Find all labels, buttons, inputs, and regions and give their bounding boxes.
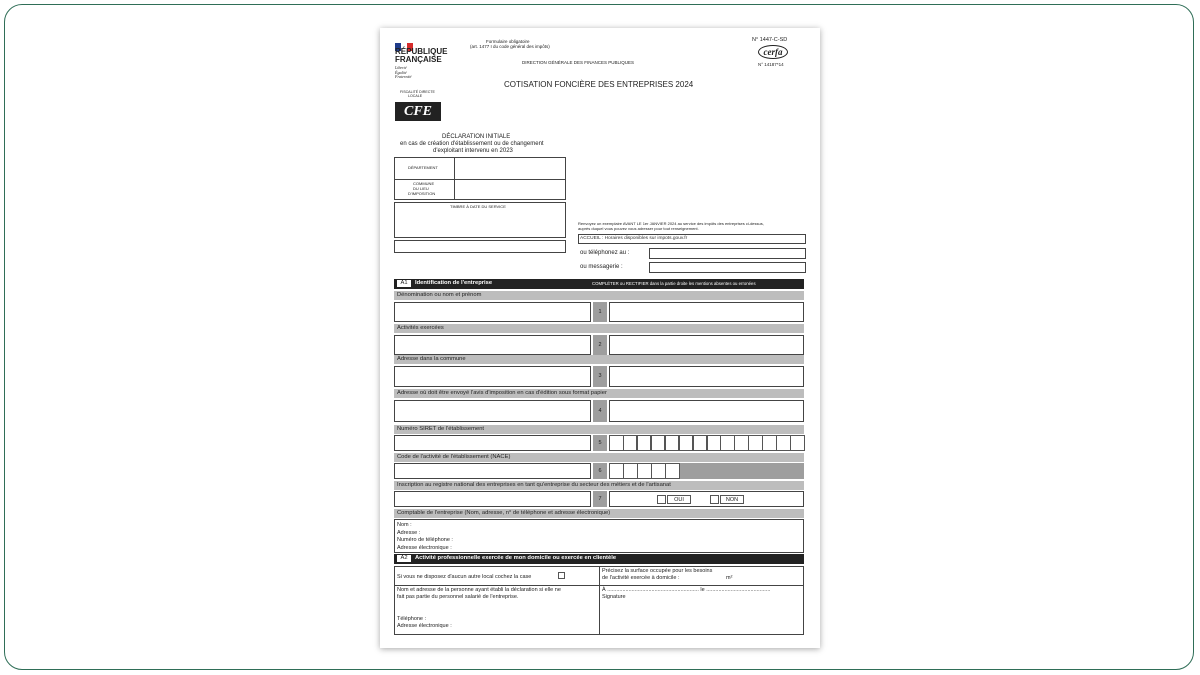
nace-cell-4[interactable]	[651, 463, 666, 479]
form-title: COTISATION FONCIÈRE DES ENTREPRISES 2024	[504, 80, 694, 89]
departement-label: DÉPARTEMENT	[408, 165, 438, 170]
messagerie-input[interactable]	[649, 262, 806, 273]
field-4-num: 4	[593, 400, 607, 422]
comptable-box[interactable]	[394, 519, 804, 553]
service-box[interactable]	[394, 240, 566, 253]
a2-surface-line1: Précisez la surface occupée pour les besoins	[602, 568, 713, 574]
siret-cell-1[interactable]	[609, 435, 624, 451]
siret-cell-8[interactable]	[707, 435, 722, 451]
field-5-num: 5	[593, 435, 607, 451]
non-checkbox[interactable]	[710, 495, 719, 504]
oui-checkbox[interactable]	[657, 495, 666, 504]
field-1-num: 1	[593, 302, 607, 322]
siret-cell-4[interactable]	[651, 435, 666, 451]
siret-cell-13[interactable]	[776, 435, 791, 451]
a2-personne-line2: fait pas partie du personnel salarié de l'entreprise.	[397, 593, 519, 600]
cerfa-logo: cerfa	[758, 45, 788, 59]
a2-surface-input[interactable]	[696, 574, 724, 581]
cfe-form-page	[380, 28, 820, 648]
nace-cell-3[interactable]	[637, 463, 652, 479]
field-2-label: Activités exercées	[394, 324, 804, 333]
a2-telephone: Téléphone :	[397, 616, 427, 622]
siret-cell-7[interactable]	[693, 435, 708, 451]
cfe-badge: CFE	[395, 102, 441, 121]
comptable-telephone: Numéro de téléphone :	[397, 537, 453, 543]
commune-line3: D'IMPOSITION	[408, 191, 436, 196]
cerfa-number: N° 14187*14	[758, 62, 784, 67]
siret-cell-11[interactable]	[748, 435, 763, 451]
republique-label: RÉPUBLIQUE	[395, 47, 448, 56]
comptable-nom: Nom :	[397, 522, 412, 528]
formulaire-line1: Formulaire obligatoire	[486, 39, 530, 44]
siret-cell-3[interactable]	[637, 435, 652, 451]
a1-code: A1	[397, 280, 411, 287]
siret-cell-12[interactable]	[762, 435, 777, 451]
formulaire-line2: (art. 1477 I du code général des impôts)	[470, 44, 550, 49]
siret-cell-2[interactable]	[623, 435, 638, 451]
declaration-line2: en cas de création d'établissement ou de changement	[400, 141, 544, 147]
a1-title: Identification de l'entreprise	[415, 280, 493, 286]
telephone-input[interactable]	[649, 248, 806, 259]
comptable-label: Comptable de l'entreprise (Nom, adresse, n° de téléphone et adresse électronique)	[394, 509, 804, 518]
commune-input[interactable]	[456, 181, 564, 199]
field-5-current	[394, 435, 591, 451]
siret-cell-6[interactable]	[679, 435, 694, 451]
a1-note: COMPLÉTER ou RECTIFIER dans la partie droite les mentions absentes ou erronées	[592, 281, 756, 286]
field-3-input[interactable]	[609, 366, 804, 387]
commune-line2: DU LIEU	[413, 186, 429, 191]
form-number: N° 1447-C-SD	[752, 37, 788, 43]
siret-cell-5[interactable]	[665, 435, 680, 451]
comptable-adresse: Adresse :	[397, 529, 421, 536]
a2-local-checkbox[interactable]	[558, 572, 565, 579]
a2-signature: Signature	[602, 594, 626, 600]
field-6-current	[394, 463, 591, 479]
declaration-line3: d'exploitant intervenu en 2023	[433, 148, 513, 154]
direction-label: DIRECTION GÉNÉRALE DES FINANCES PUBLIQUES	[522, 60, 635, 65]
a2-surface-line2: de l'activité exercée à domicile :	[602, 574, 680, 581]
siret-cell-14[interactable]	[790, 435, 805, 451]
telephone-label: ou téléphonez au :	[580, 250, 630, 256]
timbre-label: TIMBRE À DATE DU SERVICE	[450, 204, 506, 209]
renvoyez-line1: Renvoyez un exemplaire AVANT LE 1er JANVIER 2024 au service des impôts des entreprises ci-dessus,	[578, 221, 764, 226]
a2-code: A2	[397, 555, 411, 562]
comptable-email: Adresse électronique :	[397, 544, 452, 551]
francaise-label: FRANÇAISE	[395, 55, 442, 64]
field-4-input[interactable]	[609, 400, 804, 422]
field-7-input	[609, 491, 804, 507]
fiscalite-line1: FISCALITÉ DIRECTE	[400, 90, 435, 94]
a2-signature-area[interactable]	[602, 601, 800, 631]
renvoyez-line2: auprès duquel vous pouvez vous adresser pour tout renseignement.	[578, 225, 699, 231]
field-1-current	[394, 302, 591, 322]
devise-1: Liberté	[395, 65, 407, 70]
messagerie-label: ou messagerie :	[580, 264, 623, 270]
field-6-num: 6	[593, 463, 607, 479]
marianne-logo	[395, 38, 413, 46]
a2-lieu-date: À ............................................................ le ..........................................	[602, 587, 771, 593]
siret-cell-9[interactable]	[720, 435, 735, 451]
field-7-num: 7	[593, 491, 607, 507]
non-label: NON	[720, 495, 744, 504]
a2-divider-h	[394, 585, 804, 586]
field-4-current	[394, 400, 591, 422]
commune-divider-h	[394, 179, 566, 180]
nace-cell-1[interactable]	[609, 463, 624, 479]
a2-title: Activité professionnelle exercée de mon domicile ou exercée en clientèle	[415, 555, 617, 561]
nace-filler	[679, 463, 804, 479]
field-4-label: Adresse où doit être envoyé l'avis d'imposition en cas d'édition sous format papier	[394, 389, 804, 398]
field-1-label: Dénomination ou nom et prénom	[394, 291, 804, 300]
devise-2: Égalité	[395, 69, 407, 75]
a2-divider-v	[599, 566, 600, 635]
field-2-current	[394, 335, 591, 355]
field-7-current	[394, 491, 591, 507]
declaration-line1: DÉCLARATION INITIALE	[442, 134, 511, 140]
a2-email: Adresse électronique :	[397, 623, 452, 629]
nace-cell-2[interactable]	[623, 463, 638, 479]
a2-surface-unit: m²	[726, 574, 733, 581]
field-3-num: 3	[593, 366, 607, 387]
nace-cell-5[interactable]	[665, 463, 680, 479]
field-3-label: Adresse dans la commune	[394, 355, 804, 364]
field-2-num: 2	[593, 335, 607, 355]
a2-local-label: Si vous ne disposez d'aucun autre local cochez la case	[397, 574, 532, 580]
a2-header	[394, 554, 804, 564]
oui-label: OUI	[667, 495, 691, 504]
commune-line1: COMMUNE	[413, 181, 435, 186]
field-6-label: Code de l'activité de l'établissement (NACE)	[394, 453, 804, 462]
fiscalite-line2: LOCALE	[408, 94, 423, 98]
field-3-current	[394, 366, 591, 387]
departement-input[interactable]	[456, 159, 564, 178]
field-7-label: Inscription au registre national des entreprises en tant qu'entreprise du secteur des métiers et de l'artisanat	[394, 481, 804, 490]
siret-cell-10[interactable]	[734, 435, 749, 451]
accueil-label: ACCUEIL : Horaires disponibles sur impots.gouv.fr	[580, 236, 688, 241]
a2-personne-line1: Nom et adresse de la personne ayant établi la déclaration si elle ne	[397, 587, 561, 593]
field-1-input[interactable]	[609, 302, 804, 322]
devise-3: Fraternité	[395, 74, 412, 79]
field-2-input[interactable]	[609, 335, 804, 355]
field-5-label: Numéro SIRET de l'établissement	[394, 425, 804, 434]
